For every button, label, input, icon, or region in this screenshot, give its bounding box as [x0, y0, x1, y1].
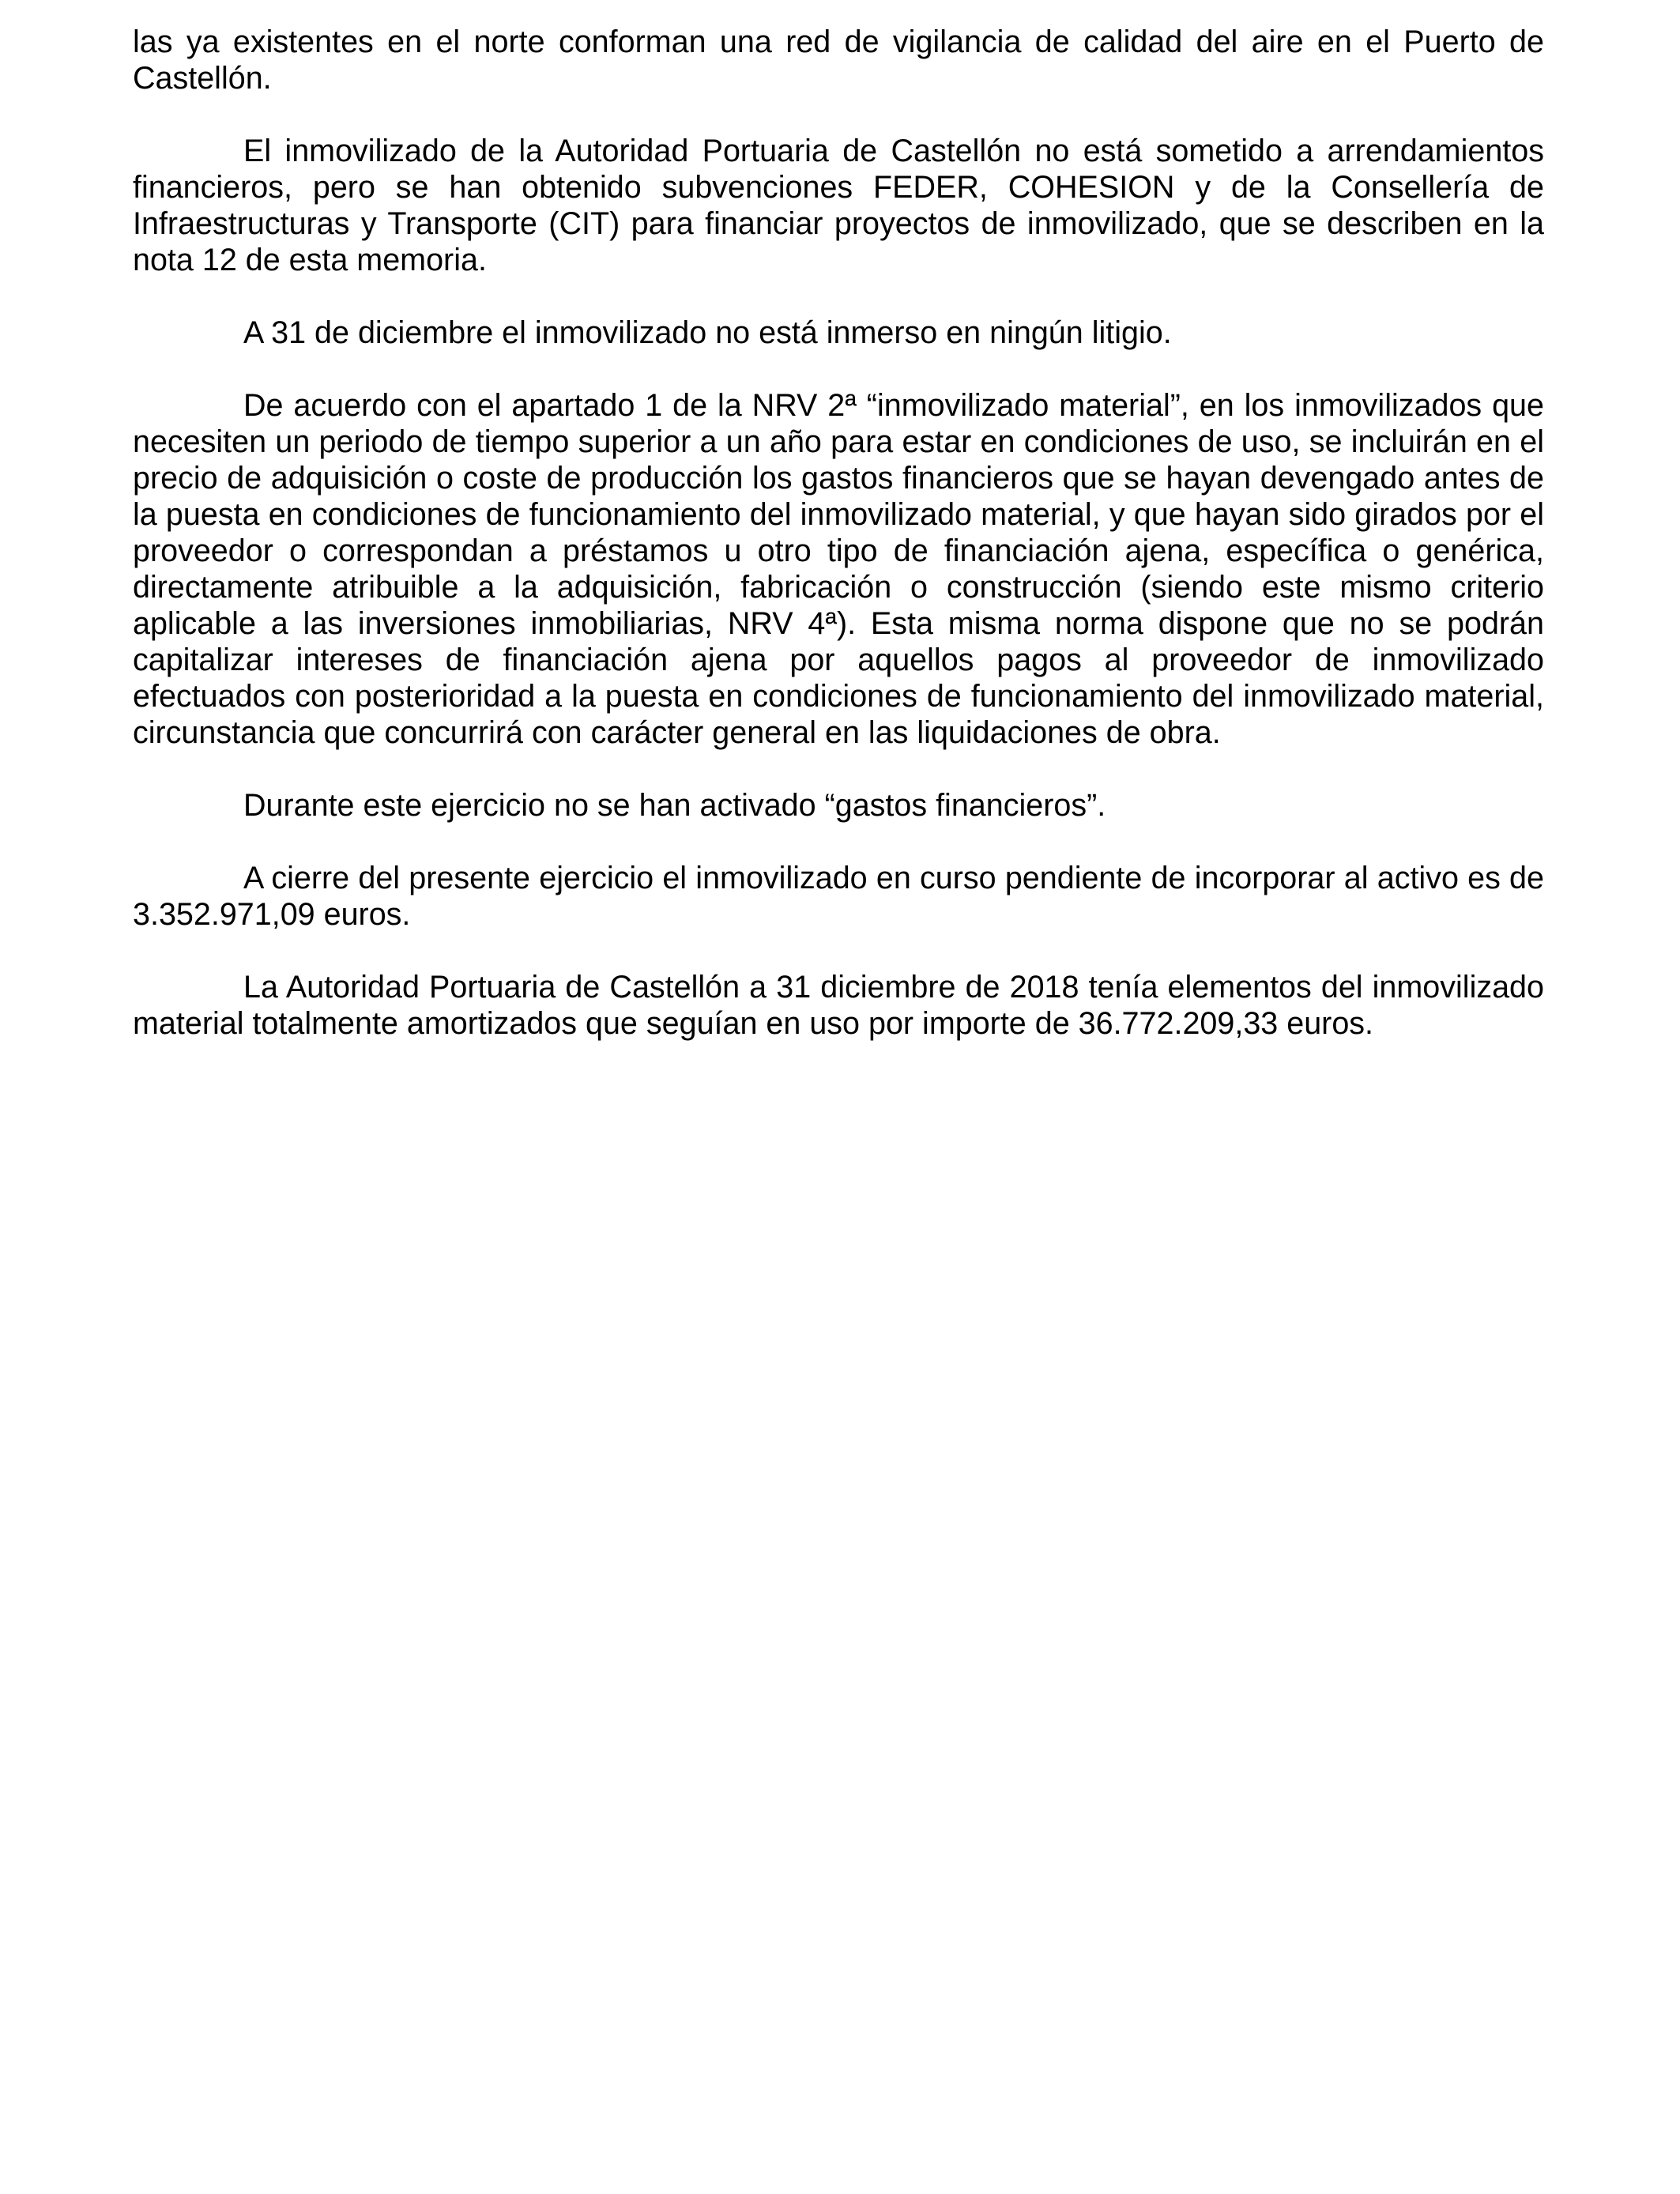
paragraph-nrv-financial-costs: De acuerdo con el apartado 1 de la NRV 2ª “inmovilizado material”, en los inmovilizados que necesiten un periodo de tiempo superior a un año para estar en condiciones de uso, se incluirán en el precio de adquisición o coste de producción los gastos financieros que se hayan devengado antes de la puesta en condiciones de funcionamiento del inmovilizado material, y que hayan sido girados por el proveedor o correspondan a préstamos u otro tipo de financiación ajena, específica o genérica, directamente atribuible a la adquisición, fabricación o construcción (siendo este mismo criterio aplicable a las inversiones inmobiliarias, NRV 4ª). Esta misma norma dispone que no se podrán capitalizar intereses de financiación ajena por aquellos pagos al proveedor de inmovilizado efectuados con posterioridad a la puesta en condiciones de funcionamiento del inmovilizado material, circunstancia que concurrirá con carácter general en las liquidaciones de obra. — [133, 388, 1544, 750]
paragraph-fully-amortized: La Autoridad Portuaria de Castellón a 31 diciembre de 2018 tenía elementos del inmovilizado material totalmente amortizados que seguían en uso por importe de 36.772.209,33 euros. — [133, 970, 1544, 1041]
paragraph-litigation: A 31 de diciembre el inmovilizado no está inmerso en ningún litigio. — [243, 315, 1172, 350]
paragraph-continuation: las ya existentes en el norte conforman una red de vigilancia de calidad del aire en el Puerto de Castellón. — [133, 25, 1544, 96]
paragraph-assets-in-progress: A cierre del presente ejercicio el inmovilizado en curso pendiente de incorporar al activo es de 3.352.971,09 euros. — [133, 861, 1544, 932]
paragraph-leasing-subsidies: El inmovilizado de la Autoridad Portuaria de Castellón no está sometido a arrendamientos financieros, pero se han obtenido subvenciones FEDER, COHESION y de la Consellería de Infraestructuras y Transporte (CIT) para financiar proyectos de inmovilizado, que se describen en la nota 12 de esta memoria. — [133, 134, 1544, 277]
paragraph-capitalized-costs: Durante este ejercicio no se han activado “gastos financieros”. — [243, 788, 1106, 823]
document-body — [133, 24, 1544, 1078]
